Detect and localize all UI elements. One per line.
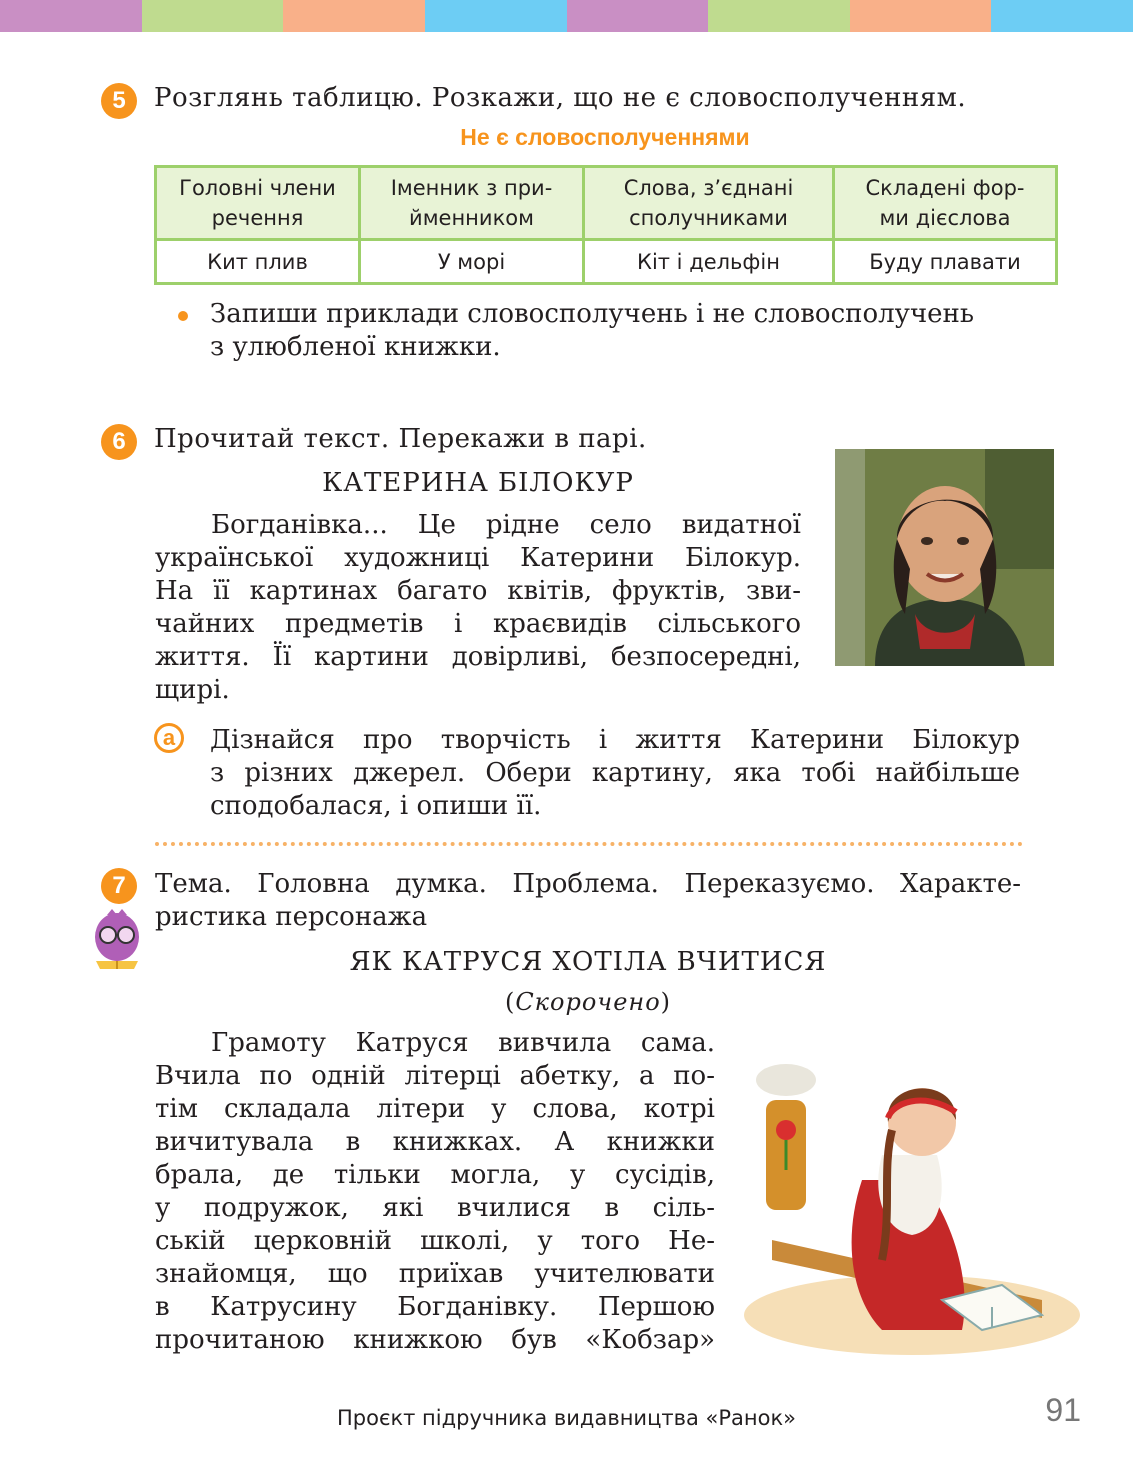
task-number-badge: 7 [101, 868, 137, 904]
task-instruction: Розглянь таблицю. Розкажи, що не є словосполученням. [154, 83, 967, 113]
page-number: 91 [1045, 1392, 1081, 1428]
footer-text: Проєкт підручника видавництва «Ранок» [336, 1406, 797, 1430]
text-title: КАТЕРИНА БІЛОКУР [322, 468, 634, 498]
table-cell: Буду плавати [834, 240, 1057, 284]
story-text: Грамоту Катруся вивчила сама. Вчила по одній літерці абетку, а по- тім складала літери у слова, котрі вичитувала в книжках. А книжки брала, де тільки могла, у сусідів, у подружок, які вчилися в сіль- ській церковній школі, у того Не- знайомця, що приїхав учителювати в Катрусину Богданівку. Першою прочитаною книжкою був «Кобзар» [155, 1028, 715, 1355]
grammar-table [154, 165, 1058, 285]
task-instruction: Прочитай текст. Перекажи в парі. [154, 424, 647, 454]
bullet-task: Запиши приклади словосполучень і не словосполучень з улюбленої книжки. [210, 299, 975, 362]
table-header-cell: Головні члени речення [156, 167, 360, 240]
girl-reading-illustration [742, 1060, 1082, 1360]
stripe-segment [850, 0, 992, 32]
portrait-illustration [835, 449, 1054, 666]
subtask-marker-icon: а [154, 723, 184, 753]
table-title: Не є словосполученнями [460, 124, 750, 150]
stripe-segment [142, 0, 284, 32]
story-title: ЯК КАТРУСЯ ХОТІЛА ВЧИТИСЯ [349, 947, 827, 977]
table-cell: Кіт і дельфін [584, 240, 834, 284]
story-subtitle-text: Скорочено [515, 988, 661, 1016]
color-stripe-header [0, 0, 1133, 32]
task-number-badge: 6 [101, 424, 137, 460]
task-number-badge: 5 [101, 83, 137, 119]
task-instruction: Тема. Головна думка. Проблема. Переказуємо. Характе- ристика персонажа [155, 869, 1021, 932]
section-divider [155, 842, 1023, 846]
stripe-segment [283, 0, 425, 32]
table-cell: У морі [360, 240, 584, 284]
table-header-cell: Слова, з’єднані сполучниками [584, 167, 834, 240]
owl-mascot-icon [90, 905, 144, 977]
table-header-cell: Іменник з при- йменником [360, 167, 584, 240]
subtask-text: Дізнайся про творчість і життя Катерини Білокур з різних джерел. Обери картину, яка тобі найбільше сподобалася, і опиши її. [210, 725, 1020, 821]
stripe-segment [567, 0, 709, 32]
table-cell: Кит плив [156, 240, 360, 284]
table-header-cell: Складені фор- ми дієслова [834, 167, 1057, 240]
stripe-segment [425, 0, 567, 32]
stripe-segment [991, 0, 1133, 32]
reading-text: Богданівка... Це рідне село видатної української художниці Катерини Білокур. На її картинах багато квітів, фруктів, зви- чайних предметів і краєвидів сільського життя. Її картини довірливі, безпосередні, щирі. [155, 510, 801, 705]
portrait-photo [835, 449, 1054, 666]
stripe-segment [0, 0, 142, 32]
bullet-icon [178, 311, 188, 321]
story-subtitle: (Скорочено) [504, 988, 672, 1016]
stripe-segment [708, 0, 850, 32]
